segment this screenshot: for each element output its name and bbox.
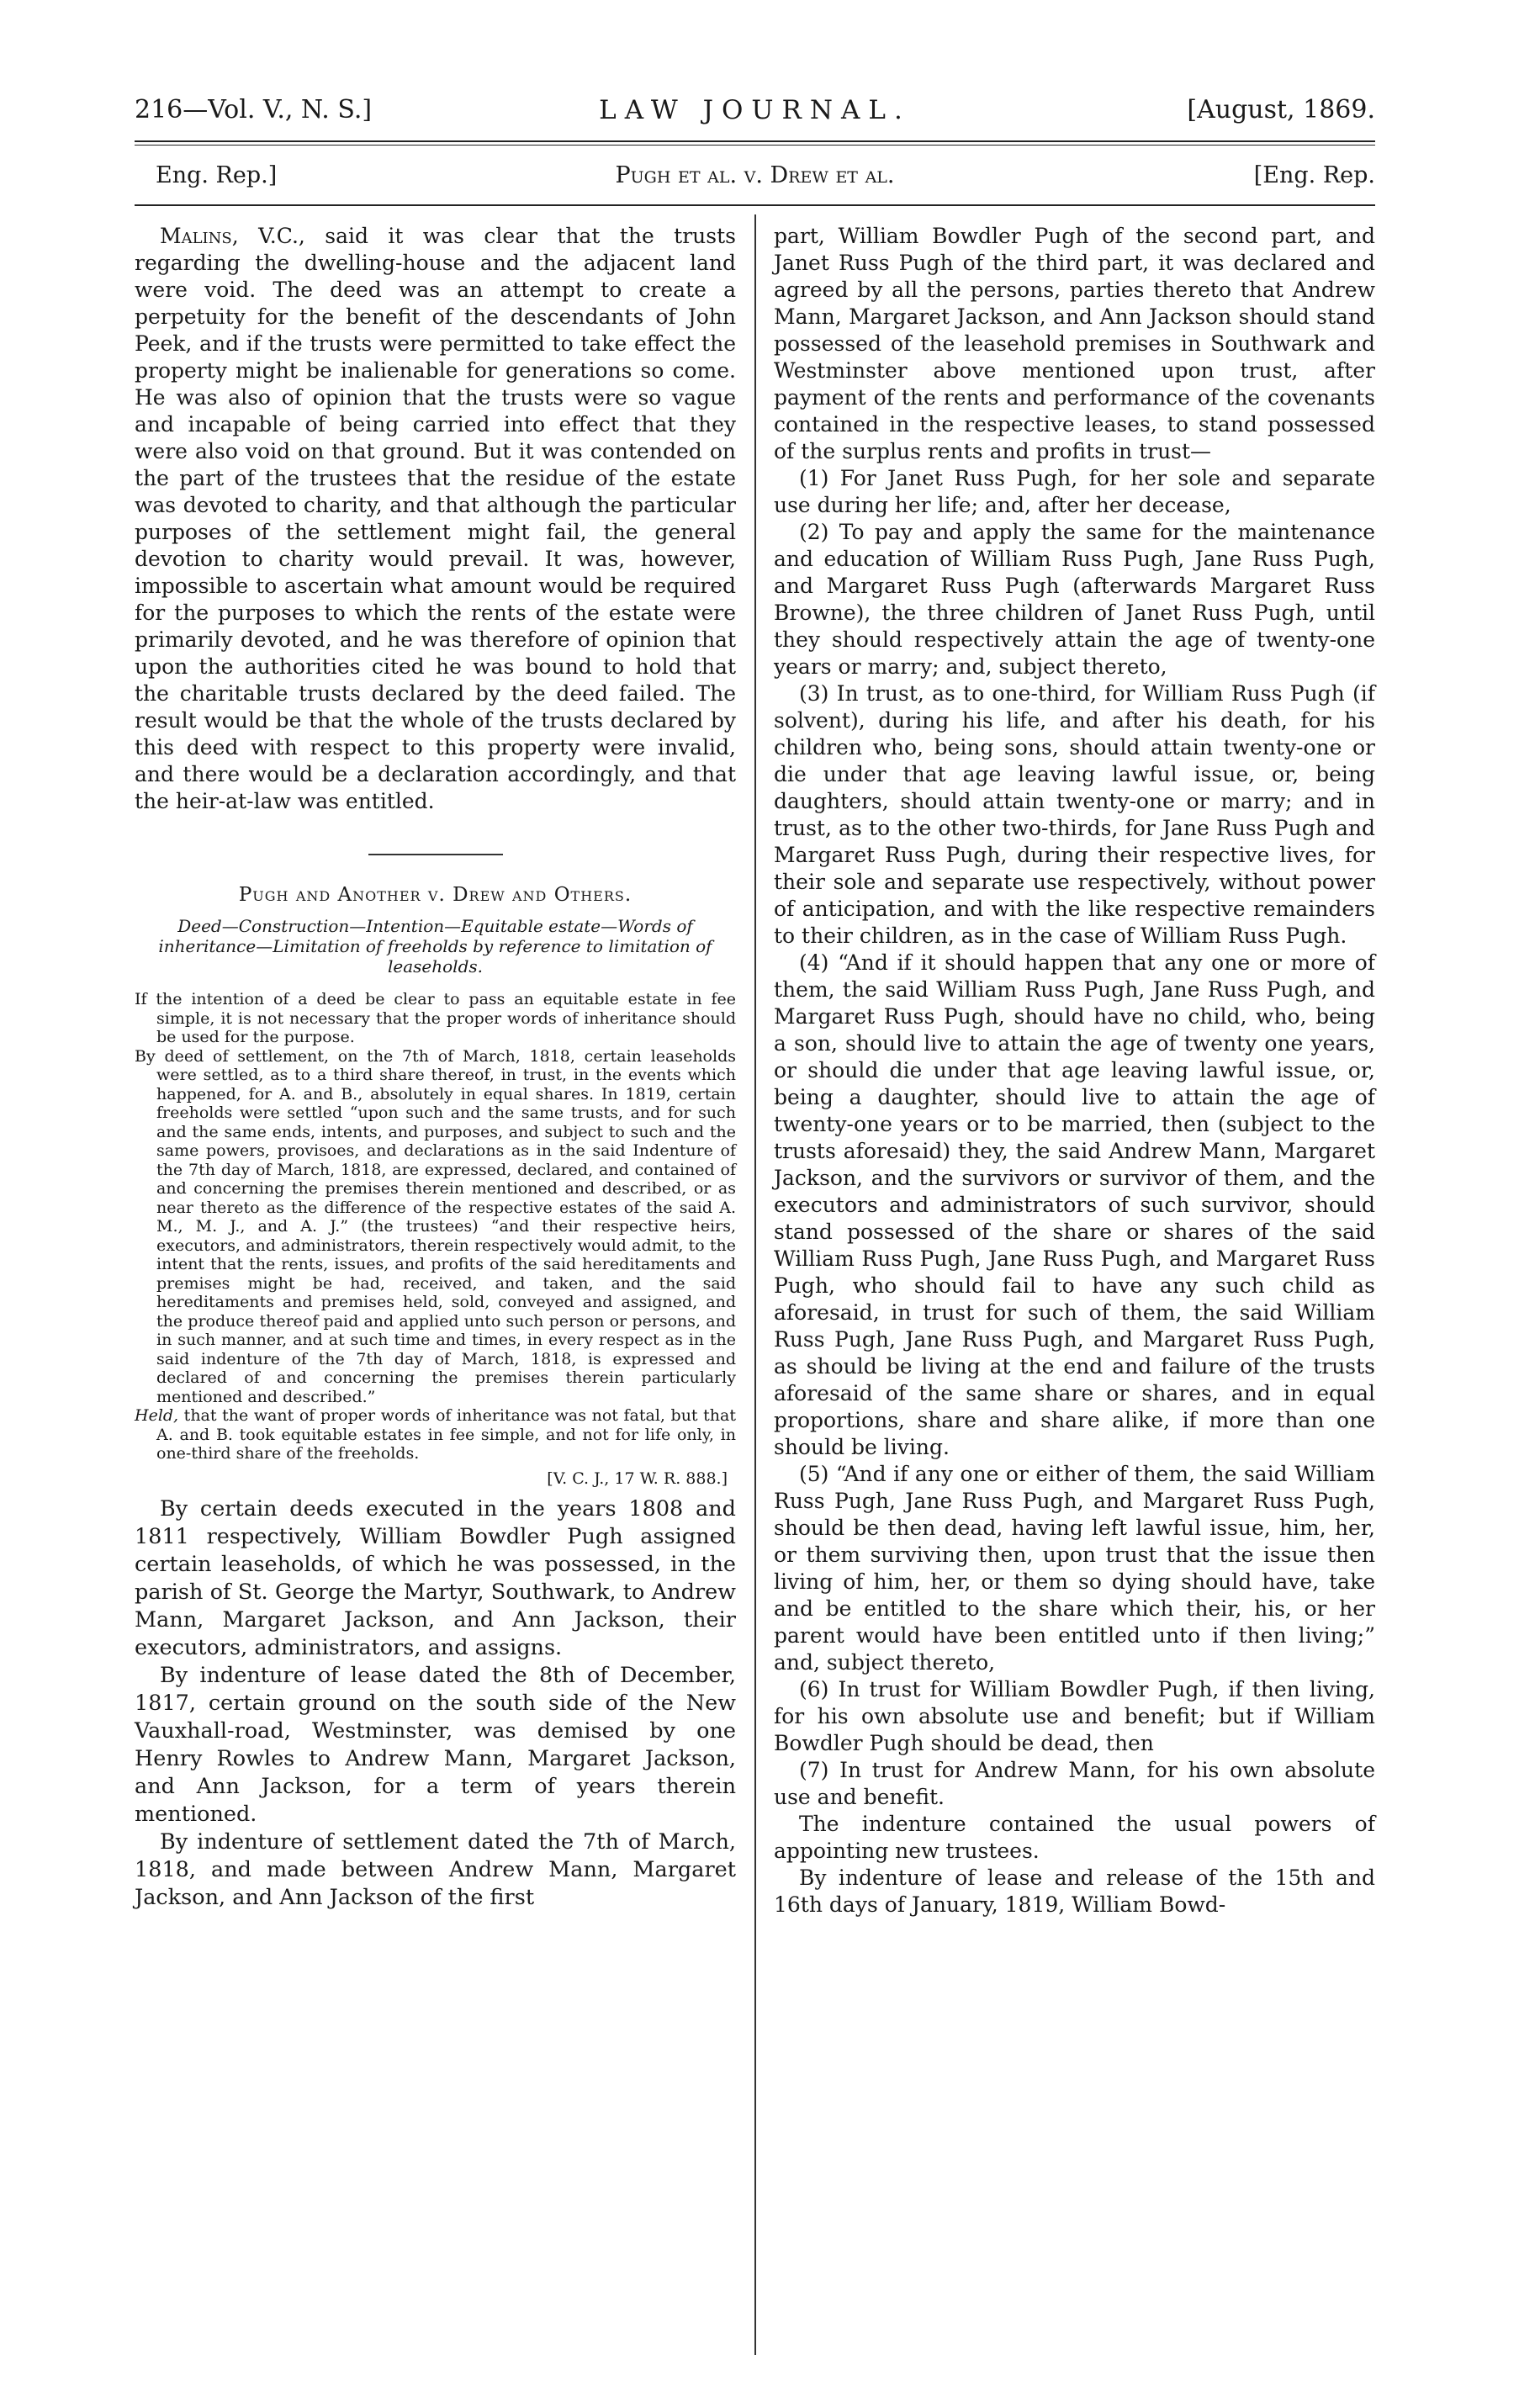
- body-paragraph: By certain deeds executed in the years 1808 and 1811 respectively, William Bowdler Pugh assigned certain leaseholds, of which he was possessed, in the parish of St. George the Martyr, Southwark, to Andrew Mann, Margaret Jackson, and Ann Jackson, their executors, administrators, and assigns.: [135, 1495, 736, 1660]
- judgment-paragraph: [135, 223, 736, 815]
- left-column: [135, 223, 736, 1912]
- headnote-paragraph: [135, 1406, 736, 1463]
- body-paragraph: (3) In trust, as to one-third, for William Russ Pugh (if solvent), during his life, and after his death, for his children who, being sons, should attain twenty-one or die under that age leaving lawful issue, or, being daughters, should attain twenty-one or marry; and in trust, as to the other two-thirds, for Jane Russ Pugh and Margaret Russ Pugh, during their respective lives, for their sole and separate use respectively, without power of anticipation, and with the like respective remainders to their children, as in the case of William Russ Pugh.: [774, 681, 1375, 948]
- body-paragraph: (1) For Janet Russ Pugh, for her sole and separate use during her life; and, after her decease,: [774, 466, 1375, 517]
- case-citation: [V. C. J., 17 W. R. 888.]: [547, 1469, 728, 1488]
- body-paragraph: The indenture contained the usual powers of appointing new trustees.: [774, 1812, 1375, 1863]
- headnote-paragraph: [135, 1047, 736, 1407]
- judgment-text: said it was clear that the trusts regarding the dwelling-house and the adjacent land were void. The deed was an attempt to create a perpetuity for the benefit of the descendants of John Peek, and if the trusts were permitted to take effect the property might be inalienable for generations so come. He was also of opinion that the trusts were so vague and incapable of being carried into effect that they were also void on that ground. But it was contended on the part of the trustees that the residue of the estate was devoted to charity, and that although the particular purposes of the settlement might fail, the general devotion to charity would prevail. It was, however, impossible to ascertain what amount would be required for the purposes to which the rents of the estate were primarily devoted, and he was therefore of opinion that upon the authorities cited he was bound to hold that the charitable trusts declared by the deed failed. The result would be that the whole of the trusts declared by this deed with respect to this property were invalid, and there would be a declaration accordingly, and that the heir-at-law was entitled.: [135, 224, 736, 813]
- body-paragraph: (7) In trust for Andrew Mann, for his own absolute use and benefit.: [774, 1758, 1375, 1809]
- body-paragraph: part, William Bowdler Pugh of the second part, and Janet Russ Pugh of the third part, it was declared and agreed by all the persons, parties thereto that Andrew Mann, Margaret Jackson, and Ann Jackson should stand possessed of the leasehold premises in Southwark and Westminster above mentioned upon trust, after payment of the rents and performance of the covenants contained in the respective leases, to stand possessed of the surplus rents and profits in trust—: [774, 224, 1375, 463]
- report-label-left: Eng. Rep.]: [156, 162, 278, 188]
- body-paragraph: (2) To pay and apply the same for the maintenance and education of William Russ Pugh, Jane Russ Pugh, and Margaret Russ Pugh (afterwards Margaret Russ Browne), the three children of Janet Russ Pugh, until they should respectively attain the age of twenty-one years or marry; and, subject thereto,: [774, 520, 1375, 679]
- judge-name: Malins, V.C.,: [160, 224, 305, 248]
- headnote: [135, 990, 736, 1463]
- body-paragraph: By indenture of lease dated the 8th of December, 1817, certain ground on the south side of the New Vauxhall-road, Westminster, was demised by one Henry Rowles to Andrew Mann, Margaret Jackson, and Ann Jackson, for a term of years therein mentioned.: [135, 1662, 736, 1827]
- journal-title: LAW JOURNAL.: [599, 95, 911, 125]
- body-paragraph: By indenture of settlement dated the 7th of March, 1818, and made between Andrew Mann, Margaret Jackson, and Ann Jackson of the first: [135, 1828, 736, 1910]
- case-title: Pugh and Another v. Drew and Others.: [238, 884, 632, 906]
- header-rule: [135, 204, 1375, 206]
- held-label: Held,: [135, 1406, 179, 1425]
- facts-text: [135, 1495, 736, 1912]
- headnote-text: that the want of proper words of inheritance was not fatal, but that A. and B. took equitable estates in fee simple, and not for life only, in one-third share of the freeholds.: [156, 1406, 736, 1463]
- body-paragraph: By indenture of lease and release of the 15th and 16th days of January, 1819, William Bowd-: [774, 1866, 1375, 1917]
- case-running-title: Pugh et al. v. Drew et al.: [615, 162, 895, 188]
- body-paragraph: (4) “And if it should happen that any one or more of them, the said William Russ Pugh, Jane Russ Pugh, and Margaret Russ Pugh, should have no child, who, being a son, should live to attain the age of twenty one years, or should die under that age leaving lawful issue, or, being a daughter, should live to attain the age of twenty-one years or to be married, then (subject to the trusts aforesaid) they, the said Andrew Mann, Margaret Jackson, and the survivors or survivor of them, and the executors and administrators of such survivor, should stand possessed of the share or shares of the said William Russ Pugh, Jane Russ Pugh, and Margaret Russ Pugh, who should fail to have any such child as aforesaid, in trust for such of them, the said William Russ Pugh, Jane Russ Pugh, and Margaret Russ Pugh, as should be living at the end and failure of the trusts aforesaid of the same share or shares, and in equal proportions, share and share alike, if more than one should be living.: [774, 950, 1375, 1459]
- running-head: [135, 88, 1375, 139]
- opening-judgment: [135, 223, 736, 815]
- volume-page-number: 216—Vol. V., N. S.]: [135, 95, 373, 124]
- headnote-text: If the intention of a deed be clear to pass an equitable estate in fee simple, it is not necessary that the proper words of inheritance should be used for the purpose.: [135, 990, 736, 1046]
- case-header: [135, 156, 1375, 198]
- issue-date: [August, 1869.: [1187, 95, 1375, 124]
- body-paragraph: (5) “And if any one or either of them, the said William Russ Pugh, Jane Russ Pugh, and Margaret Russ Pugh, should be then dead, having left lawful issue, him, her, or them surviving then, upon trust that the issue then living of him, her, or them so dying should have, take and be entitled to the share which their, his, or her parent would have been entitled unto if then living;” and, subject thereto,: [774, 1462, 1375, 1675]
- body-paragraph: (6) In trust for William Bowdler Pugh, if then living, for his own absolute use and benefit; but if William Bowdler Pugh should be dead, then: [774, 1677, 1375, 1755]
- headnote-text: By deed of settlement, on the 7th of March, 1818, certain leaseholds were settled, as to a third share thereof, in trust, in the events which happened, for A. and B., absolutely in equal shares. In 1819, certain freeholds were settled “upon such and the same trusts, and for such and the same ends, intents, and purposes, and subject to such and the same powers, provisoes, and declarations as in the said Indenture of the 7th day of March, 1818, are expressed, declared, and contained of and concerning the premises therein mentioned and described, or as near thereto as the difference of the respective estates of the said A. M., M. J., and A. J.” (the trustees) “and their respective heirs, executors, and administrators, therein respectively would admit, to the intent that the rents, issues, and profits of the said hereditaments and premises might be had, received, and taken, and the said hereditaments and premises held, sold, conveyed and assigned, and the produce thereof paid and applied unto such person or persons, and in such manner, and at such time and times, in every respect as in the said indenture of the 7th day of March, 1818, is expressed and declared of and concerning the premises therein particularly mentioned and described.”: [135, 1046, 736, 1406]
- column-divider: [754, 214, 756, 2355]
- report-label-right: [Eng. Rep.: [1253, 162, 1375, 188]
- header-double-rule: [135, 140, 1375, 146]
- headnote-paragraph: [135, 990, 736, 1047]
- catchwords: Deed—Construction—Intention—Equitable estate—Words of inheritance—Limitation of freeholds by reference to limitation of leaseholds.: [158, 916, 712, 976]
- section-divider: [368, 854, 503, 855]
- journal-page: [135, 88, 1375, 2359]
- right-column: [774, 223, 1375, 1918]
